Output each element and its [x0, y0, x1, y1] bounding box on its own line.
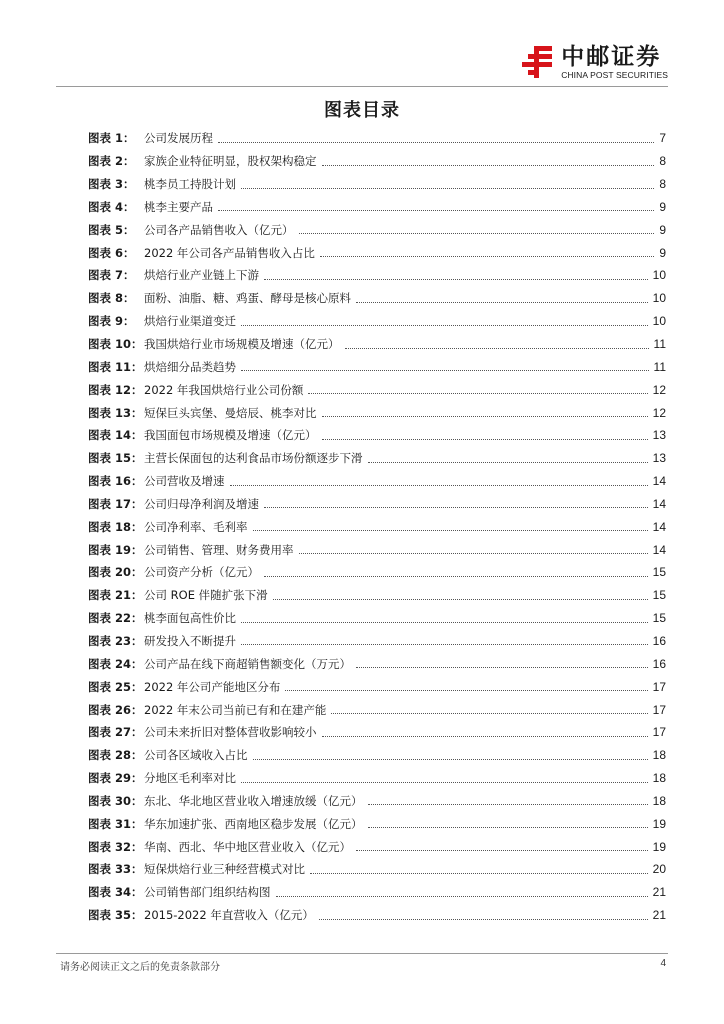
- toc-entry[interactable]: [88, 401, 666, 424]
- toc-entry-page: 18: [652, 793, 666, 808]
- toc-leader-dots: [218, 210, 654, 211]
- toc-entry-page: 19: [652, 839, 666, 854]
- logo-english-name: CHINA POST SECURITIES: [561, 69, 668, 80]
- toc-entry-page: 13: [652, 451, 666, 466]
- toc-entry-label: 图表 9：: [88, 314, 135, 329]
- toc-entry-title: 2022 年公司各产品销售收入占比: [144, 245, 315, 260]
- footer-disclaimer: 请务必阅读正文之后的免责条款部分: [60, 962, 220, 973]
- toc-entry-label: 图表 14：: [88, 428, 143, 443]
- toc-entry[interactable]: [88, 812, 666, 835]
- toc-entry-label: 图表 24：: [88, 656, 143, 671]
- toc-entry-title: 公司各产品销售收入（亿元）: [144, 222, 294, 237]
- toc-entry-title: 华南、西北、华中地区营业收入（亿元）: [144, 839, 351, 854]
- toc-leader-dots: [253, 759, 648, 760]
- toc-entry-label: 图表 17：: [88, 496, 143, 511]
- toc-entry-page: 21: [652, 885, 666, 900]
- toc-entry-page: 17: [652, 679, 666, 694]
- toc-entry-title: 烘焙行业产业链上下游: [144, 268, 259, 283]
- toc-leader-dots: [368, 827, 648, 828]
- toc-entry-page: 8: [659, 154, 666, 169]
- toc-entry-title: 2015-2022 年直营收入（亿元）: [144, 908, 314, 923]
- toc-entry[interactable]: [88, 310, 666, 333]
- toc-entry-title: 公司净利率、毛利率: [144, 519, 248, 534]
- toc-leader-dots: [320, 256, 654, 257]
- toc-entry-page: 9: [659, 245, 666, 260]
- toc-leader-dots: [241, 188, 654, 189]
- toc-entry-title: 公司各区域收入占比: [144, 748, 248, 763]
- toc-entry[interactable]: [88, 515, 666, 538]
- toc-entry-page: 17: [652, 702, 666, 717]
- toc-entry-title: 桃李主要产品: [144, 199, 213, 214]
- toc-leader-dots: [276, 896, 648, 897]
- toc-entry-label: 图表 22：: [88, 611, 143, 626]
- toc-entry-title: 短保巨头宾堡、曼焙辰、桃李对比: [144, 405, 317, 420]
- toc-entry-page: 16: [652, 633, 666, 648]
- toc-entry-title: 2022 年我国烘焙行业公司份额: [144, 382, 304, 397]
- toc-entry-page: 18: [652, 771, 666, 786]
- toc-entry-label: 图表 33：: [88, 862, 143, 877]
- toc-entry-page: 12: [652, 405, 666, 420]
- toc-entry-title: 研发投入不断提升: [144, 633, 236, 648]
- toc-entry-label: 图表 13：: [88, 405, 143, 420]
- toc-entry[interactable]: [88, 767, 666, 790]
- toc-entry[interactable]: [88, 698, 666, 721]
- toc-entry-title: 公司 ROE 伴随扩张下滑: [144, 588, 268, 603]
- toc-entry-title: 烘焙行业渠道变迁: [144, 314, 236, 329]
- toc-leader-dots: [241, 644, 648, 645]
- toc-entry-label: 图表 19：: [88, 542, 143, 557]
- toc-entry-label: 图表 1：: [88, 131, 135, 146]
- toc-entry[interactable]: [88, 127, 666, 150]
- toc-entry-title: 短保烘焙行业三种经营模式对比: [144, 862, 305, 877]
- toc-entry[interactable]: [88, 493, 666, 516]
- toc-entry-page: 14: [652, 542, 666, 557]
- toc-entry[interactable]: [88, 355, 666, 378]
- toc-entry[interactable]: [88, 721, 666, 744]
- toc-entry-page: 10: [652, 291, 666, 306]
- toc-entry-page: 9: [659, 199, 666, 214]
- toc-list: [88, 127, 666, 927]
- toc-entry-page: 19: [652, 816, 666, 831]
- toc-leader-dots: [299, 553, 648, 554]
- toc-entry[interactable]: [88, 744, 666, 767]
- toc-entry[interactable]: [88, 241, 666, 264]
- toc-entry[interactable]: [88, 561, 666, 584]
- toc-entry-page: 21: [652, 908, 666, 923]
- toc-entry-page: 8: [659, 177, 666, 192]
- toc-leader-dots: [331, 713, 647, 714]
- toc-entry-label: 图表 8：: [88, 291, 135, 306]
- toc-entry-title: 公司未来折旧对整体营收影响较小: [144, 725, 317, 740]
- toc-entry-title: 公司营收及增速: [144, 474, 225, 489]
- toc-leader-dots: [345, 348, 649, 349]
- toc-entry-title: 东北、华北地区营业收入增速放缓（亿元）: [144, 793, 363, 808]
- toc-entry-title: 公司销售部门组织结构图: [144, 885, 271, 900]
- toc-entry-label: 图表 11：: [88, 359, 143, 374]
- toc-entry-page: 10: [652, 268, 666, 283]
- toc-entry-label: 图表 26：: [88, 702, 143, 717]
- toc-entry-label: 图表 15：: [88, 451, 143, 466]
- company-logo: [519, 40, 668, 84]
- toc-leader-dots: [264, 507, 648, 508]
- toc-entry-label: 图表 18：: [88, 519, 143, 534]
- toc-entry-page: 14: [652, 496, 666, 511]
- toc-entry-page: 17: [652, 725, 666, 740]
- toc-entry-title: 桃李员工持股计划: [144, 177, 236, 192]
- toc-leader-dots: [253, 530, 648, 531]
- toc-entry-label: 图表 6：: [88, 245, 135, 260]
- toc-entry-title: 公司销售、管理、财务费用率: [144, 542, 294, 557]
- toc-leader-dots: [230, 485, 648, 486]
- toc-entry-page: 18: [652, 748, 666, 763]
- toc-leader-dots: [356, 850, 648, 851]
- header-divider: [56, 86, 668, 87]
- toc-title: 图表目录: [324, 100, 400, 121]
- toc-entry[interactable]: [88, 470, 666, 493]
- toc-entry[interactable]: [88, 173, 666, 196]
- toc-entry[interactable]: [88, 584, 666, 607]
- toc-leader-dots: [368, 462, 648, 463]
- toc-entry-label: 图表 31：: [88, 816, 143, 831]
- toc-entry-label: 图表 27：: [88, 725, 143, 740]
- toc-entry[interactable]: [88, 264, 666, 287]
- toc-entry-title: 公司归母净利润及增速: [144, 496, 259, 511]
- toc-leader-dots: [356, 667, 648, 668]
- china-post-emblem-icon: [519, 44, 555, 80]
- toc-entry[interactable]: [88, 378, 666, 401]
- toc-entry-title: 华东加速扩张、西南地区稳步发展（亿元）: [144, 816, 363, 831]
- toc-entry-title: 2022 年公司产能地区分布: [144, 679, 281, 694]
- toc-entry-title: 公司发展历程: [144, 131, 213, 146]
- toc-entry-label: 图表 3：: [88, 177, 135, 192]
- toc-entry-page: 12: [652, 382, 666, 397]
- toc-entry-label: 图表 32：: [88, 839, 143, 854]
- toc-leader-dots: [273, 599, 648, 600]
- toc-entry-label: 图表 2：: [88, 154, 135, 169]
- toc-leader-dots: [310, 873, 648, 874]
- footer-divider: [56, 953, 668, 954]
- toc-entry-title: 公司产品在线下商超销售额变化（万元）: [144, 656, 351, 671]
- toc-entry-page: 11: [653, 359, 666, 374]
- toc-entry-label: 图表 5：: [88, 222, 135, 237]
- toc-entry-page: 20: [652, 862, 666, 877]
- toc-entry-page: 14: [652, 519, 666, 534]
- toc-leader-dots: [241, 370, 649, 371]
- toc-entry-label: 图表 10：: [88, 337, 143, 352]
- toc-entry-label: 图表 25：: [88, 679, 143, 694]
- toc-entry-page: 9: [659, 222, 666, 237]
- toc-entry-label: 图表 34：: [88, 885, 143, 900]
- toc-entry-page: 15: [652, 611, 666, 626]
- toc-entry-title: 家族企业特征明显，股权架构稳定: [144, 154, 317, 169]
- toc-leader-dots: [319, 919, 648, 920]
- toc-leader-dots: [241, 622, 648, 623]
- toc-entry[interactable]: [88, 424, 666, 447]
- toc-leader-dots: [218, 142, 654, 143]
- toc-entry[interactable]: [88, 607, 666, 630]
- toc-entry[interactable]: [88, 904, 666, 927]
- toc-leader-dots: [241, 325, 648, 326]
- toc-entry-page: 10: [652, 314, 666, 329]
- toc-entry-label: 图表 7：: [88, 268, 135, 283]
- toc-entry-page: 15: [652, 588, 666, 603]
- toc-entry[interactable]: [88, 789, 666, 812]
- toc-leader-dots: [285, 690, 647, 691]
- toc-leader-dots: [322, 736, 648, 737]
- toc-entry-title: 分地区毛利率对比: [144, 771, 236, 786]
- toc-entry[interactable]: [88, 675, 666, 698]
- toc-entry-page: 16: [652, 656, 666, 671]
- toc-entry-title: 烘焙细分品类趋势: [144, 359, 236, 374]
- toc-leader-dots: [308, 393, 647, 394]
- toc-entry[interactable]: [88, 858, 666, 881]
- toc-entry[interactable]: [88, 538, 666, 561]
- toc-entry[interactable]: [88, 835, 666, 858]
- toc-entry-page: 11: [653, 337, 666, 352]
- toc-entry-page: 15: [652, 565, 666, 580]
- toc-entry[interactable]: [88, 447, 666, 470]
- toc-entry[interactable]: [88, 630, 666, 653]
- toc-entry-title: 2022 年末公司当前已有和在建产能: [144, 702, 327, 717]
- toc-entry-label: 图表 12：: [88, 382, 143, 397]
- toc-entry-page: 14: [652, 474, 666, 489]
- toc-entry-label: 图表 20：: [88, 565, 143, 580]
- toc-entry[interactable]: [88, 196, 666, 219]
- toc-entry[interactable]: [88, 333, 666, 356]
- toc-entry-page: 13: [652, 428, 666, 443]
- toc-leader-dots: [322, 165, 655, 166]
- toc-entry-title: 面粉、油脂、糖、鸡蛋、酵母是核心原料: [144, 291, 351, 306]
- toc-leader-dots: [264, 576, 648, 577]
- toc-entry-label: 图表 23：: [88, 633, 143, 648]
- toc-entry[interactable]: [88, 652, 666, 675]
- toc-entry-label: 图表 21：: [88, 588, 143, 603]
- toc-entry[interactable]: [88, 150, 666, 173]
- logo-chinese-name: 中邮证券: [561, 43, 662, 70]
- toc-leader-dots: [356, 302, 648, 303]
- toc-leader-dots: [299, 233, 655, 234]
- toc-entry-title: 我国面包市场规模及增速（亿元）: [144, 428, 317, 443]
- toc-entry[interactable]: [88, 287, 666, 310]
- toc-entry-label: 图表 30：: [88, 793, 143, 808]
- toc-entry-label: 图表 35：: [88, 908, 143, 923]
- toc-entry-label: 图表 28：: [88, 748, 143, 763]
- toc-leader-dots: [322, 439, 648, 440]
- toc-entry-title: 桃李面包高性价比: [144, 611, 236, 626]
- page-number: 4: [660, 958, 666, 969]
- toc-entry-label: 图表 4：: [88, 199, 135, 214]
- toc-entry-title: 我国烘焙行业市场规模及增速（亿元）: [144, 337, 340, 352]
- toc-leader-dots: [241, 782, 648, 783]
- toc-entry-title: 公司资产分析（亿元）: [144, 565, 259, 580]
- toc-leader-dots: [264, 279, 648, 280]
- toc-entry[interactable]: [88, 881, 666, 904]
- toc-leader-dots: [368, 804, 648, 805]
- toc-entry-title: 主营长保面包的达利食品市场份额逐步下滑: [144, 451, 363, 466]
- toc-entry-page: 7: [659, 131, 666, 146]
- toc-entry[interactable]: [88, 218, 666, 241]
- toc-entry-label: 图表 29：: [88, 771, 143, 786]
- toc-entry-label: 图表 16：: [88, 474, 143, 489]
- toc-leader-dots: [322, 416, 648, 417]
